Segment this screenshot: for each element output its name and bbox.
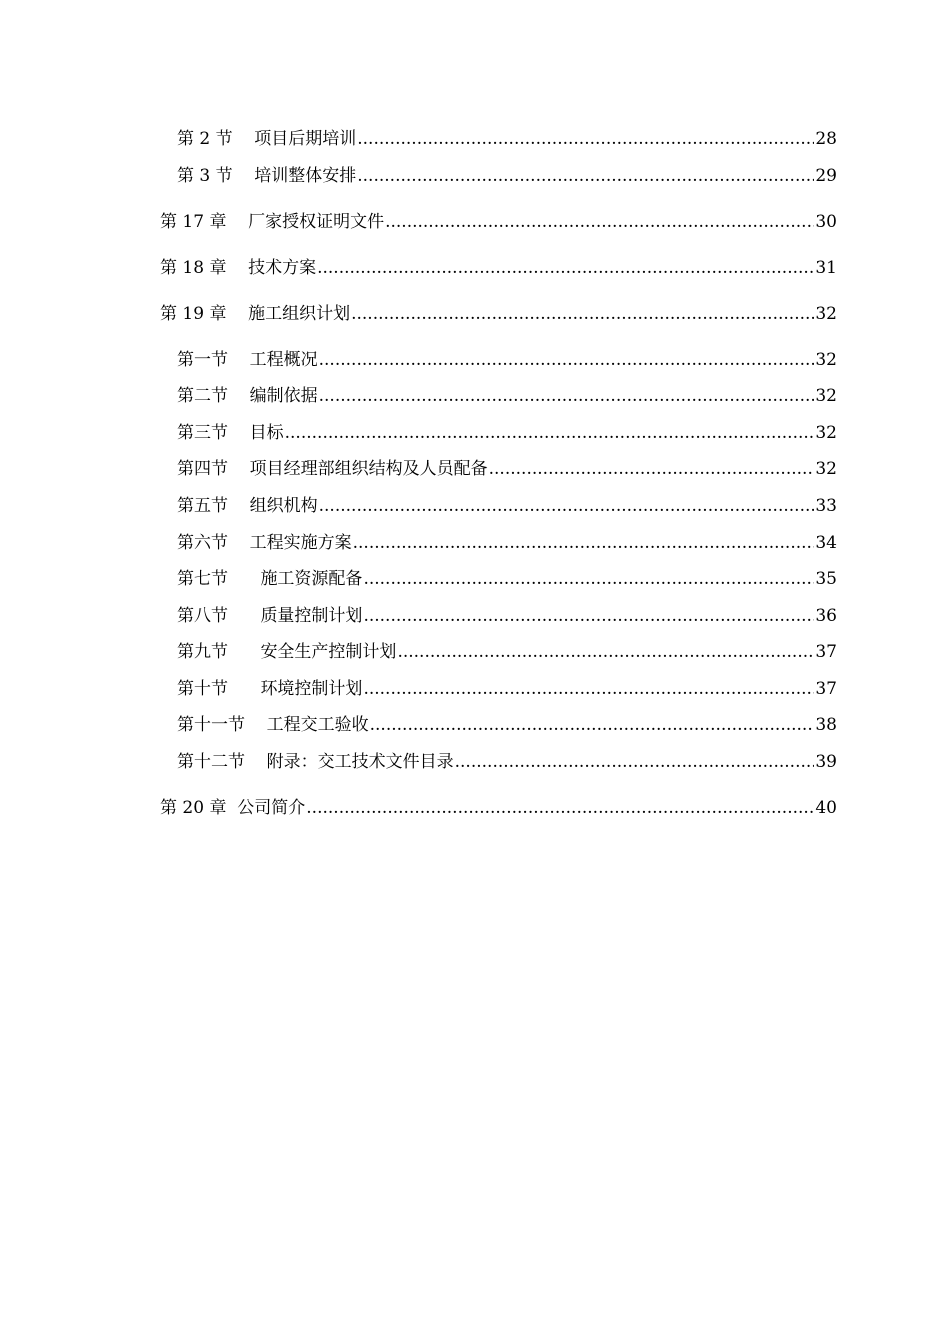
toc-page-number: 39 xyxy=(815,752,837,772)
toc-entry-label: 第二节 xyxy=(177,386,228,406)
toc-page-number: 38 xyxy=(815,715,837,735)
toc-entry-gap xyxy=(228,605,260,627)
toc-entry-title: 施工资源配备 xyxy=(260,569,363,589)
toc-dot-leader xyxy=(319,349,815,371)
toc-entry[interactable] xyxy=(177,710,837,736)
toc-page-number: 28 xyxy=(815,129,837,149)
toc-dot-leader xyxy=(363,605,814,627)
toc-entry-label: 第 2 节 xyxy=(177,129,233,149)
toc-dot-leader xyxy=(363,568,814,590)
toc-page-number: 37 xyxy=(815,679,837,699)
toc-dot-leader xyxy=(385,211,814,233)
toc-entry[interactable] xyxy=(177,454,837,480)
toc-page-number: 36 xyxy=(815,606,837,626)
toc-dot-leader xyxy=(317,257,814,279)
toc-entry-gap xyxy=(233,128,255,150)
toc-entry-title: 项目经理部组织结构及人员配备 xyxy=(249,459,488,479)
toc-entry[interactable] xyxy=(177,528,837,554)
toc-entry-gap xyxy=(228,385,250,407)
toc-entry-label: 第八节 xyxy=(177,606,228,626)
toc-entry[interactable] xyxy=(160,253,837,279)
toc-entry[interactable] xyxy=(177,601,837,627)
toc-entry-gap xyxy=(228,568,260,590)
toc-entry-gap xyxy=(245,751,267,773)
toc-entry-label: 第一节 xyxy=(177,350,228,370)
toc-entry-label: 第 19 章 xyxy=(160,304,227,324)
toc-dot-leader xyxy=(285,422,815,444)
toc-entry-label: 第 18 章 xyxy=(160,258,227,278)
toc-page-number: 31 xyxy=(815,258,837,278)
toc-page-number: 29 xyxy=(815,166,837,186)
toc-page-number: 30 xyxy=(815,212,837,232)
toc-entry-label: 第三节 xyxy=(177,423,228,443)
toc-entry[interactable] xyxy=(177,564,837,590)
toc-entry-label: 第 20 章 xyxy=(160,798,227,818)
toc-entry-gap xyxy=(228,641,260,663)
toc-dot-leader xyxy=(357,165,814,187)
toc-entry-label: 第五节 xyxy=(177,496,228,516)
toc-entry-gap xyxy=(228,458,250,480)
toc-entry-gap xyxy=(228,678,260,700)
toc-entry-title: 技术方案 xyxy=(248,258,317,278)
toc-entry-label: 第四节 xyxy=(177,459,228,479)
toc-page-number: 32 xyxy=(815,350,837,370)
toc-entry[interactable] xyxy=(177,381,837,407)
toc-entry-title: 环境控制计划 xyxy=(260,679,363,699)
toc-page-number: 33 xyxy=(815,496,837,516)
toc-entry-title: 工程交工验收 xyxy=(266,715,369,735)
toc-entry-title: 施工组织计划 xyxy=(248,304,351,324)
toc-entry-title: 编制依据 xyxy=(249,386,318,406)
toc-dot-leader xyxy=(363,678,814,700)
toc-page-number: 32 xyxy=(815,459,837,479)
toc-dot-leader xyxy=(370,714,815,736)
toc-entry-label: 第六节 xyxy=(177,533,228,553)
toc-entry[interactable] xyxy=(160,207,837,233)
toc-page-number: 37 xyxy=(815,642,837,662)
toc-dot-leader xyxy=(319,495,815,517)
toc-page-number: 32 xyxy=(815,423,837,443)
toc-entry-title: 目标 xyxy=(249,423,284,443)
toc-entry-label: 第十节 xyxy=(177,679,228,699)
toc-entry-label: 第 17 章 xyxy=(160,212,227,232)
toc-entry-gap xyxy=(226,211,248,233)
toc-entry-title: 项目后期培训 xyxy=(254,129,357,149)
toc-entry-title: 附录：交工技术文件目录 xyxy=(266,752,454,772)
toc-dot-leader xyxy=(357,128,814,150)
toc-entry[interactable] xyxy=(177,161,837,187)
toc-entry-title: 组织机构 xyxy=(249,496,318,516)
toc-dot-leader xyxy=(455,751,815,773)
toc-entry-gap xyxy=(226,303,248,325)
toc-entry-title: 厂家授权证明文件 xyxy=(248,212,385,232)
toc-entry-title: 公司简介 xyxy=(237,798,306,818)
toc-page-number: 40 xyxy=(815,798,837,818)
toc-page-number: 32 xyxy=(815,386,837,406)
toc-entry-title: 工程实施方案 xyxy=(249,533,352,553)
toc-entry[interactable] xyxy=(177,747,837,773)
toc-dot-leader xyxy=(353,532,815,554)
toc-entry-label: 第十一节 xyxy=(177,715,245,735)
toc-entry-gap xyxy=(228,495,250,517)
toc-entry-label: 第九节 xyxy=(177,642,228,662)
toc-dot-leader xyxy=(397,641,814,663)
toc-entry-label: 第 3 节 xyxy=(177,166,233,186)
toc-page-number: 32 xyxy=(815,304,837,324)
toc-entry-gap xyxy=(233,165,255,187)
toc-entry[interactable] xyxy=(160,793,837,819)
toc-entry-title: 安全生产控制计划 xyxy=(260,642,397,662)
toc-entry[interactable] xyxy=(177,637,837,663)
toc-entry[interactable] xyxy=(177,674,837,700)
toc-entry-title: 质量控制计划 xyxy=(260,606,363,626)
toc-page-number: 34 xyxy=(815,533,837,553)
toc-entry-label: 第十二节 xyxy=(177,752,245,772)
toc-entry-gap xyxy=(226,257,248,279)
toc-entry-gap xyxy=(226,797,237,819)
toc-entry[interactable] xyxy=(177,418,837,444)
toc-entry[interactable] xyxy=(177,124,837,150)
toc-entry-title: 培训整体安排 xyxy=(254,166,357,186)
toc-dot-leader xyxy=(489,458,815,480)
toc-entry[interactable] xyxy=(177,345,837,371)
toc-entry-label: 第七节 xyxy=(177,569,228,589)
toc-entry-title: 工程概况 xyxy=(249,350,318,370)
toc-entry-gap xyxy=(228,532,250,554)
toc-entry-gap xyxy=(245,714,267,736)
toc-page-number: 35 xyxy=(815,569,837,589)
toc-dot-leader xyxy=(306,797,814,819)
toc-dot-leader xyxy=(351,303,814,325)
toc-entry[interactable] xyxy=(160,299,837,325)
toc-entry[interactable] xyxy=(177,491,837,517)
toc-entry-gap xyxy=(228,422,250,444)
toc-dot-leader xyxy=(319,385,815,407)
toc-entry-gap xyxy=(228,349,250,371)
